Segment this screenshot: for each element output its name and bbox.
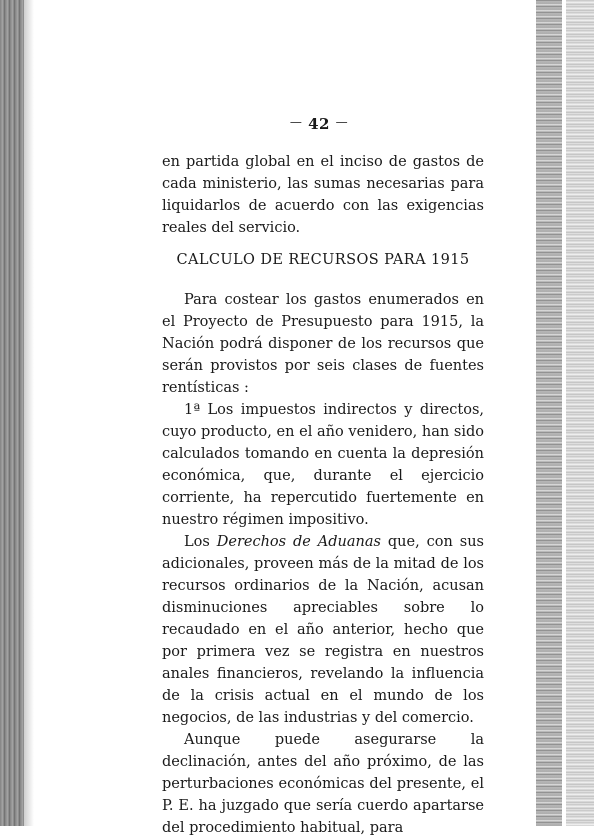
page-number-header bbox=[0, 115, 600, 133]
paragraph-3-italic-term: Derechos de Aduanas bbox=[216, 534, 381, 550]
paragraph-1: Para costear los gastos enumerados en el Proyecto de Presupuesto para 1915, la Nación podrá disponer de los recursos que serán provistos por seis clases de fuentes rentísticas : bbox=[162, 292, 484, 396]
paragraph-3-rest: que, con sus adicionales, proveen más de la mitad de los recursos ordinarios de la Nación, acusan disminuciones apreciables sobre lo recaudado en el año anterior, hecho que por primera vez se registra en nuestros anales financieros, revelando la influencia de la crisis actual en el mundo de los negocios, de las industrias y del comercio. bbox=[162, 534, 484, 726]
paragraph-text: en partida global en el inciso de gastos de cada ministerio, las sumas necesarias para liquidarlos de acuerdo con las exigencias reales del servicio. bbox=[162, 154, 484, 236]
page-number: 42 bbox=[308, 115, 330, 133]
header-dash-right: — bbox=[335, 115, 349, 129]
paragraph-2: 1ª Los impuestos indirectos y directos, cuyo producto, en el año venidero, han sido calculados tomando en cuenta la depresión económica, que, durante el ejercicio corriente, ha repercutido fuertemente en nuestro régimen impositivo. bbox=[162, 402, 484, 528]
section-body bbox=[162, 289, 484, 839]
header-dash-left: — bbox=[289, 115, 303, 129]
continued-paragraph bbox=[162, 151, 484, 239]
paragraph-3 bbox=[162, 531, 484, 729]
paragraph-3-lead: Los bbox=[184, 534, 217, 550]
section-heading: CALCULO DE RECURSOS PARA 1915 bbox=[176, 252, 470, 268]
paragraph-4: Aunque puede asegurarse la declinación, antes del año próximo, de las perturbaciones económicas del presente, el P. E. ha juzgado que sería cuerdo apartarse del procedimiento habitual, para bbox=[162, 732, 484, 836]
